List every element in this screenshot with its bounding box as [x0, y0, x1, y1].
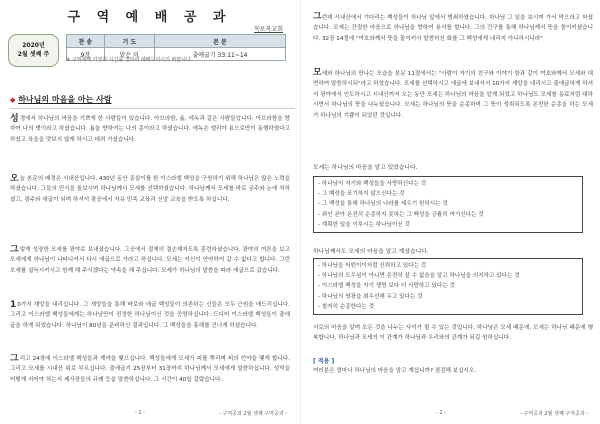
apply-label: [ 적용 ]: [313, 358, 335, 365]
footer-text: - 구역공과 2월 셋째 구역공과 -: [219, 411, 287, 417]
paragraph: [10, 114, 290, 145]
lesson-heading: [10, 94, 112, 105]
church-name: 목포북교회: [254, 26, 283, 33]
paragraph: [10, 245, 290, 276]
lesson-title: 하나님의 마음을 아는 사람: [18, 95, 112, 104]
list-item: - 철저히 순종한다는 것: [318, 303, 374, 310]
left-page: [0, 0, 299, 424]
prayer-value: 맡은 이: [104, 48, 154, 61]
moses-knows-list: [313, 176, 583, 233]
hymn-value: 9장: [67, 48, 105, 61]
page-number: - 2 -: [436, 410, 446, 416]
paragraph-text: 렇게 성장한 모세를 광야로 보내셨습니다. 그곳에서 절체의 결손해지도록 훈련하셨습니다. 광야의 여론을 보고 모세에게 하나님이 나타나셔서 다시 애굽으로 가라고 하십니다. 모세는 자신이 연약하여 갈 수 없다고 합니다. 그런 모세를 설득시키시고 함께 해 주시겠다는 약속을 해 주십니다. 모세가 하나님의 말씀을 따라 애굽으로 갔습니다.: [10, 247, 290, 274]
drop-cap: 그: [10, 354, 19, 364]
page-title: 구 역 예 배 공 과: [67, 10, 232, 25]
heading-divider: [10, 108, 295, 109]
god-knows-list: [313, 258, 583, 315]
header-scripture: 본 문: [154, 35, 285, 48]
drop-cap: 오: [10, 174, 19, 184]
diamond-icon: ◆: [10, 96, 16, 104]
paragraph-text: 늘 본문의 배경은 시내산입니다. 430년 동안 종살이를 한 이스라엘 백성을 구원하기 위해 하나님은 많은 노력을 하셨습니다. 그들의 민식을 돌보시며 하나님께서 모세를 선택하셨습니다. 하나님께서 모세를 바로 궁주와 논에 처하셨고, 광주와 애굽이 되며 하셔서 광공에서 자유 민족 교육과 신앙 교육을 받도록 하십니다.: [10, 176, 290, 203]
apply-text: 여러분은 얼마나 하나님의 마음을 알고 계십니까? 점검해 보십시오.: [313, 368, 477, 374]
list-item: - 하나님이 자기와 백성들을 사랑하신다는 것: [318, 181, 427, 187]
right-page: [301, 0, 600, 424]
paragraph: [313, 68, 593, 121]
service-note: ※ 구역예배 가정과 시간을 정하여 예배드리시기 바랍니다.: [66, 57, 193, 63]
date-badge: [8, 34, 59, 67]
paragraph: [10, 300, 290, 331]
paragraph-text: 리고 24장에 이스라엘 백성들과 계약을 맺으십니다. 백성들에게 모세가 피를 뿌리며 피의 언약을 맺게 합니다. 그리고 모세를 시내산 위로 부르십니다. 출애굽기 25장부터 31장까지 하나님께서 모세에게 말씀하십니다. 성막을 어떻게 지어야 하는지 제사장들의 규례 등을 말씀하십니다. 그 시간이 40일 걸렸습니다.: [10, 356, 290, 383]
paragraph: [10, 174, 290, 205]
service-header-row: [67, 35, 286, 48]
list-item: - 그 백성을 포기하지 않으신다는 것: [318, 191, 405, 198]
paragraph: [10, 354, 290, 385]
list-item: - 계획한 일을 이루시는 하나님이신 것: [318, 221, 410, 228]
date-year: 2020년: [22, 42, 45, 49]
drop-cap: 1: [10, 300, 17, 310]
drop-cap: 성: [10, 114, 19, 124]
page-number: - 1 -: [135, 410, 145, 416]
list-item: - 하나님의 영광을 최우선해 두고 있다는 것: [318, 293, 423, 300]
drop-cap: 모: [313, 68, 322, 78]
paragraph-text: 세와 하나님의 만나는 모습을 본문 11절에서는 "사람이 자기의 친구와 이야기 함과 같이 여호와께서 모세와 대면하여 말씀하시되"라고 하였습니다. 모세를 선택하시고 애굽에 보내셔서 10가지 재앙을 내리시고 출애굽하게 하셔서 광야에서 인도하시고 시내산까지 오는 동안 모세는 하나님의 마음을 알게 되었고 하나님도 모세를 동료처럼 대하시면서 하나님의 뜻을 나누셨습니다. 모세는 하나님의 뜻을 순종하며 그 뜻이 성취되도록 온전한 순종을 하는 모세가 하나님의 기쁨이 되었던 것입니다.: [313, 71, 593, 119]
drop-cap: 그: [313, 12, 322, 22]
paragraph: [313, 12, 593, 44]
header-hymn: 찬 송: [67, 35, 105, 48]
list-item: - 그 백성을 통해 하나님의 나라를 세우기 원하시는 것: [318, 201, 448, 208]
list-item: - 하나님의 도우심이 아니면 온전히 살 수 없음을 알고 하나님을 의지하고 있다는 것: [318, 273, 520, 280]
list-label: 모세는 하나님의 마음을 알고 있었습니다.: [313, 165, 418, 171]
paragraph-text: 0가지 재앙을 내리십니다. 그 재앙들을 통해 바로와 애굽 백성들이 의존하는 신들은 모두 근원을 애드리십니다. 그리고 이스라엘 백성들에게는 하나님만이 진정한 하나님이신 것을 증명하십니다. 드디어 이스라엘 백성들이 출애굽을 하게 되었습니다. 하나님이 80년을 준비하신 결과입니다. 그 백성들을 홍해를 건너게 하셨습니다.: [10, 302, 290, 329]
header-prayer: 기 도: [104, 35, 154, 48]
paragraph-text: 런데 시내산에서 기다리는 백성들이 하나님 앞에서 범죄하였습니다. 하나님 그 일을 보시며 가서 막으라고 하셨습니다. 모세는 간절한 마음으로 하나님을 향하여 용서를 합니다. 그의 간구를 통해 하나님께서 뜻을 돌이키셨습니다. 32장 14절에 "여호와께서 뜻을 돌이키사 말씀하신 화를 그 백성에게 내리지 아니하시니라": [313, 15, 593, 42]
list-label: 하나님께서도 모세의 마음을 알고 계셨습니다.: [313, 249, 429, 255]
scripture-value: 출애굽기 33:11~14: [154, 48, 285, 61]
list-item: - 이스라엘 백성을 자기 생명 보다 더 사랑하고 있다는 것: [318, 283, 455, 290]
date-week: 2월 셋째 주: [17, 51, 50, 58]
drop-cap: 그: [10, 245, 19, 255]
list-item: - 하나님을 어떤이이처럼 신뢰하고 있다는 것: [318, 263, 427, 269]
paragraph-text: 경에서 하나님의 마음을 기쁘게 한 사람들이 있습니다. 아브라함, 욥, 에녹과 같은 사람들입니다. 아브라함을 향하여 나의 벗이라고 하셨습니다. 욥을 향하여는 나의 종이라고 하셨습니다. 에녹은 엘리야 용으로만이 동행하였다고 하셨고 육을을 맛보지 않게 하시고 데려 가셨습니다.: [10, 116, 290, 143]
closing-paragraph: 서로의 마음을 알며 모든 것을 나누는 사이가 될 수 있는 것입니다. 하나님은 모세 때문에, 모세는 하나님 때문에 행복합니다. 하나님과 모세의 이 관계가 하나님과 우리와의 관계가 되길 원하십니다.: [313, 325, 593, 342]
footer-text: - 구역공과 2월 셋째 구역공과 -: [520, 411, 588, 417]
list-item: - 죄인 곧아 온전히 순종하지 못하는 그 백성을 긍휼히 여기신다는 것: [318, 211, 484, 218]
